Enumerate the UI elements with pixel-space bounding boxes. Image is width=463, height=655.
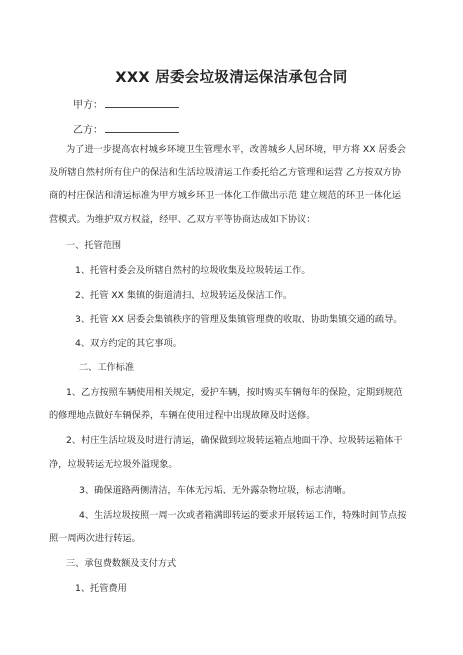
party-a-label: 甲方： <box>73 100 103 111</box>
party-a-field <box>73 96 179 111</box>
party-b-field <box>73 121 179 136</box>
intro-line: 营模式。为维护双方权益，经甲、乙双方平等协商达成如下协议： <box>49 214 316 225</box>
section-heading: 一、托管范围 <box>66 240 122 251</box>
sub-heading: 1、托管费用 <box>75 583 127 594</box>
intro-line: 为了进一步提高农村城乡环境卫生管理水平，改善城乡人居环境，甲方将 XX 居委会 <box>66 144 406 155</box>
paragraph-line: 4、生活垃圾按照一周一次或者箱满即转运的要求开展转运工作，特殊时间节点按 <box>79 510 407 521</box>
list-item: 4、双方约定的其它事项。 <box>75 338 182 349</box>
paragraph-line: 3、确保道路两侧清洁，车体无污垢、无外露杂物垃圾，标志清晰。 <box>79 485 352 496</box>
section-heading: 二、工作标准 <box>79 362 135 373</box>
list-item: 2、托管 XX 集镇的街道清扫、垃圾转运及保洁工作。 <box>75 290 293 301</box>
party-a-blank <box>105 97 179 108</box>
list-item: 1、托管村委会及所辖自然村的垃圾收集及垃圾转运工作。 <box>75 265 311 276</box>
paragraph-line: 的修理地点做好车辆保养，车辆在使用过程中出现故障及时送修。 <box>49 410 316 421</box>
paragraph-line: 1、乙方按照车辆使用相关规定，爱护车辆，按时购买车辆每年的保险，定期到规范 <box>66 387 403 398</box>
party-b-label: 乙方： <box>73 125 103 136</box>
section-heading: 三、承包费数额及支付方式 <box>66 558 177 569</box>
intro-line: 商的村庄保洁和清运标准为甲方城乡环卫一体化工作做出示范 建立规范的环卫一体化运 <box>49 190 402 201</box>
paragraph-line: 2、村庄生活垃圾及时进行清运，确保做到垃圾转运箱点地面干净、垃圾转运箱体干 <box>66 435 403 446</box>
party-b-blank <box>105 122 179 133</box>
intro-line: 及所辖自然村所有住户的保洁和生活垃圾清运工作委托给乙方管理和运营 乙方按双方协 <box>49 167 402 178</box>
list-item: 3、托管 XX 居委会集镇秩序的管理及集镇管理费的收取、协助集镇交通的疏导。 <box>75 314 403 325</box>
paragraph-line: 净，垃圾转运无垃圾外溢现象。 <box>49 459 178 470</box>
paragraph-line: 照一周两次进行转运。 <box>49 533 141 544</box>
document-title: XXX 居委会垃圾清运保洁承包合同 <box>115 70 348 86</box>
